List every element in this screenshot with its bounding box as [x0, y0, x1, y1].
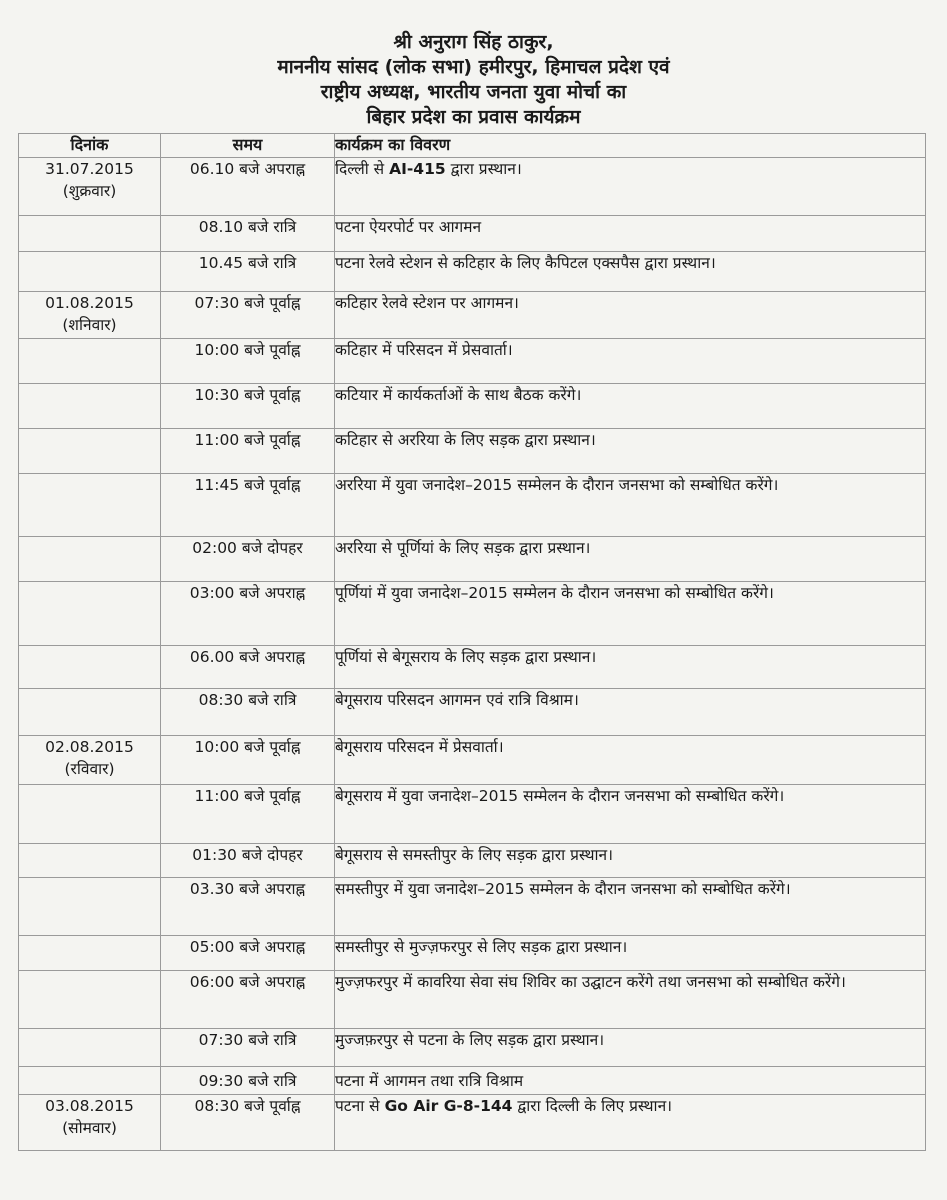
- table-header-row: [19, 134, 926, 158]
- description-cell: कटियार में कार्यकर्ताओं के साथ बैठक करेंगे।: [335, 384, 926, 429]
- day-value: (शनिवार): [62, 316, 117, 334]
- table-row: [19, 216, 926, 252]
- description-cell: बेगूसराय परिसदन में प्रेसवार्ता।: [335, 736, 926, 785]
- table-row: [19, 582, 926, 646]
- time-cell: 10:00 बजे पूर्वाह्न: [161, 339, 335, 384]
- date-value: 31.07.2015: [45, 160, 134, 178]
- time-cell: 08:30 बजे रात्रि: [161, 689, 335, 736]
- time-cell: 06.10 बजे अपराह्न: [161, 158, 335, 216]
- table-row: [19, 537, 926, 582]
- table-row: [19, 1095, 926, 1151]
- date-cell-empty: [19, 582, 161, 646]
- schedule-table: [18, 133, 926, 1151]
- date-value: 01.08.2015: [45, 294, 134, 312]
- table-row: [19, 384, 926, 429]
- flight-number: Go Air G-8-144: [384, 1097, 513, 1115]
- description-text: द्वारा प्रस्थान।: [445, 160, 522, 178]
- description-cell: समस्तीपुर में युवा जनादेश–2015 सम्मेलन के दौरान जनसभा को सम्बोधित करेंगे।: [335, 878, 926, 936]
- description-cell: कटिहार से अररिया के लिए सड़क द्वारा प्रस्थान।: [335, 429, 926, 474]
- description-cell: बेगूसराय में युवा जनादेश–2015 सम्मेलन के दौरान जनसभा को सम्बोधित करेंगे।: [335, 785, 926, 844]
- date-cell-empty: [19, 844, 161, 878]
- document-heading: [0, 30, 947, 130]
- table-row: [19, 689, 926, 736]
- description-cell: मुज्ज़फरपुर में कावरिया सेवा संघ शिविर का उद्घाटन करेंगे तथा जनसभा को सम्बोधित करेंगे।: [335, 971, 926, 1029]
- time-cell: 05:00 बजे अपराह्न: [161, 936, 335, 971]
- date-cell-empty: [19, 384, 161, 429]
- date-cell-empty: [19, 936, 161, 971]
- time-cell: 10:00 बजे पूर्वाह्न: [161, 736, 335, 785]
- table-row: [19, 339, 926, 384]
- date-cell-empty: [19, 216, 161, 252]
- date-cell-empty: [19, 1029, 161, 1067]
- table-row: [19, 474, 926, 537]
- date-cell: [19, 292, 161, 339]
- table-row: [19, 158, 926, 216]
- description-cell: पटना ऐयरपोर्ट पर आगमन: [335, 216, 926, 252]
- date-cell-empty: [19, 537, 161, 582]
- description-text: पटना से: [335, 1097, 385, 1115]
- date-cell-empty: [19, 252, 161, 292]
- date-cell-empty: [19, 689, 161, 736]
- description-cell: कटिहार में परिसदन में प्रेसवार्ता।: [335, 339, 926, 384]
- description-cell: पटना रेलवे स्टेशन से कटिहार के लिए कैपिटल एक्सपैस द्वारा प्रस्थान।: [335, 252, 926, 292]
- time-cell: 07:30 बजे पूर्वाह्न: [161, 292, 335, 339]
- description-cell: मुज्जफ़रपुर से पटना के लिए सड़क द्वारा प्रस्थान।: [335, 1029, 926, 1067]
- date-cell-empty: [19, 878, 161, 936]
- time-cell: 11:00 बजे पूर्वाह्न: [161, 429, 335, 474]
- description-cell: समस्तीपुर से मुज्ज़फरपुर से लिए सड़क द्वारा प्रस्थान।: [335, 936, 926, 971]
- table-row: [19, 878, 926, 936]
- description-cell: पटना में आगमन तथा रात्रि विश्राम: [335, 1067, 926, 1095]
- description-cell: पूर्णियां में युवा जनादेश–2015 सम्मेलन के दौरान जनसभा को सम्बोधित करेंगे।: [335, 582, 926, 646]
- table-row: [19, 1067, 926, 1095]
- description-cell: [335, 158, 926, 216]
- date-cell-empty: [19, 429, 161, 474]
- time-cell: 06.00 बजे अपराह्न: [161, 646, 335, 689]
- table-row: [19, 844, 926, 878]
- date-cell: [19, 158, 161, 216]
- time-cell: 07:30 बजे रात्रि: [161, 1029, 335, 1067]
- date-cell: [19, 736, 161, 785]
- table-row: [19, 785, 926, 844]
- time-cell: 08:30 बजे पूर्वाह्न: [161, 1095, 335, 1151]
- table-row: [19, 252, 926, 292]
- date-cell-empty: [19, 785, 161, 844]
- table-row: [19, 736, 926, 785]
- table-row: [19, 646, 926, 689]
- date-value: 03.08.2015: [45, 1097, 134, 1115]
- heading-line-designation: माननीय सांसद (लोक सभा) हमीरपुर, हिमाचल प्रदेश एवं: [277, 56, 670, 78]
- date-cell: [19, 1095, 161, 1151]
- description-cell: [335, 1095, 926, 1151]
- table-row: [19, 971, 926, 1029]
- table-row: [19, 429, 926, 474]
- description-text: दिल्ली से: [335, 160, 390, 178]
- description-cell: अररिया में युवा जनादेश–2015 सम्मेलन के दौरान जनसभा को सम्बोधित करेंगे।: [335, 474, 926, 537]
- table-row: [19, 292, 926, 339]
- time-cell: 09:30 बजे रात्रि: [161, 1067, 335, 1095]
- table-row: [19, 936, 926, 971]
- date-cell-empty: [19, 474, 161, 537]
- time-cell: 08.10 बजे रात्रि: [161, 216, 335, 252]
- header-time: समय: [161, 134, 335, 158]
- time-cell: 06:00 बजे अपराह्न: [161, 971, 335, 1029]
- table-row: [19, 1029, 926, 1067]
- time-cell: 01:30 बजे दोपहर: [161, 844, 335, 878]
- heading-line-name: श्री अनुराग सिंह ठाकुर,: [393, 31, 554, 53]
- date-value: 02.08.2015: [45, 738, 134, 756]
- time-cell: 03:00 बजे अपराह्न: [161, 582, 335, 646]
- description-cell: अररिया से पूर्णियां के लिए सड़क द्वारा प्रस्थान।: [335, 537, 926, 582]
- day-value: (शुक्रवार): [62, 182, 117, 200]
- day-value: (सोमवार): [62, 1119, 117, 1137]
- description-cell: पूर्णियां से बेगूसराय के लिए सड़क द्वारा प्रस्थान।: [335, 646, 926, 689]
- heading-line-title: बिहार प्रदेश का प्रवास कार्यक्रम: [366, 106, 581, 128]
- time-cell: 02:00 बजे दोपहर: [161, 537, 335, 582]
- heading-line-role: राष्ट्रीय अध्यक्ष, भारतीय जनता युवा मोर्चा का: [320, 81, 627, 103]
- description-text: द्वारा दिल्ली के लिए प्रस्थान।: [512, 1097, 673, 1115]
- description-cell: कटिहार रेलवे स्टेशन पर आगमन।: [335, 292, 926, 339]
- header-description: कार्यक्रम का विवरण: [335, 134, 926, 158]
- time-cell: 11:45 बजे पूर्वाह्न: [161, 474, 335, 537]
- time-cell: 10:30 बजे पूर्वाह्न: [161, 384, 335, 429]
- date-cell-empty: [19, 1067, 161, 1095]
- date-cell-empty: [19, 646, 161, 689]
- time-cell: 03.30 बजे अपराह्न: [161, 878, 335, 936]
- time-cell: 11:00 बजे पूर्वाह्न: [161, 785, 335, 844]
- header-date: दिनांक: [19, 134, 161, 158]
- date-cell-empty: [19, 339, 161, 384]
- day-value: (रविवार): [64, 760, 115, 778]
- description-cell: बेगूसराय से समस्तीपुर के लिए सड़क द्वारा प्रस्थान।: [335, 844, 926, 878]
- flight-number: AI-415: [389, 160, 446, 178]
- date-cell-empty: [19, 971, 161, 1029]
- description-cell: बेगूसराय परिसदन आगमन एवं रात्रि विश्राम।: [335, 689, 926, 736]
- time-cell: 10.45 बजे रात्रि: [161, 252, 335, 292]
